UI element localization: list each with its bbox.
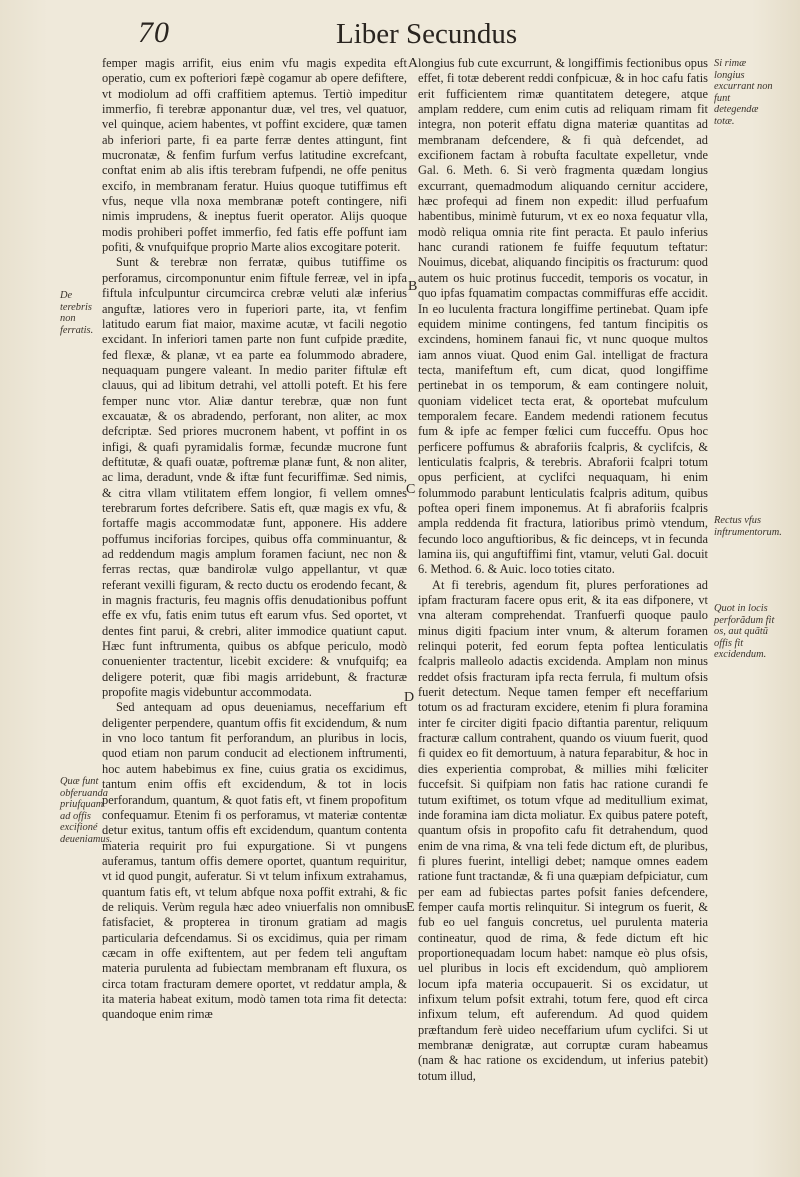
section-marker-a: A — [408, 56, 419, 71]
section-marker-b: B — [408, 279, 418, 294]
sidenote-right-quot-locis: Quot in locis perforãdum fit os, aut quãtũ offis fit excidendum. — [714, 603, 775, 661]
page-number: 70 — [138, 16, 170, 49]
sidenote-right-rimae: Si rimæ longius excurrant non funt detegendæ totæ. — [714, 58, 773, 127]
section-marker-c: C — [406, 482, 416, 497]
left-paragraph-3: Sed antequam ad opus deueniamus, neceffarium eft deligenter perpendere, quantum offis fit excidendum, & num in vno loco tantum fit perforandum, an pluribus in locis, quod etiam non parum conducit ad electionem inftrumenti, hoc autem habebimus ex fine, cuius gratia os excidimus, tantum enim offis eft excidendum, & tot in locis perforandum, quantum, & quot fatis eft, vt finem propofitum confequamur. Etenim fi os perforamus, vt materiæ contentæ detur exitus, tantum offis eft excidendum, quantum contenta materia requirit pro fui expurgatione. Si vt pungens auferamus, tantum offis demere oportet, quantum requiritur, vt id quod pungit, auferatur. Si vt telum infixum extrahamus, quantum fatis eft, vt telum abfque noxa poffit extrahi, & fic de reliquis. Verùm regula hæc adeo vniuerfalis non omnibus fatisfaciet, & propterea in tironum gratiam ad magis particularia defcendamus. Si os excidimus, quia per rimam cæcam in offe exiftentem, aut per fedem teli anguftam materia purulenta ad fubiectam membranam eft fluxura, os circa totam fracturam demere oportet, vt reddatur ampla, & ita materia habeat exitum, modò tamen tota rima fit detecta: quandoque enim rimæ — [102, 700, 407, 1022]
sidenote-right-rectus-usus: Rectus vfus inftrumentorum. — [714, 515, 782, 538]
right-text-column — [418, 56, 708, 1156]
left-paragraph-1: femper magis arrifit, eius enim vfu magis expedita eft operatio, cum ex pofteriori fæpè cogamur ab opere defiftere, vt modiolum ad offi craffitiem aptemus. Tertiò impeditur immerfio, fi terebræ apponantur duæ, vel tres, vel quatuor, vel quinque, aciem habentes, vt poffint excidere, quæ tamen ab inferiori parte, fi ea parte ferræ dentes attingunt, fint mucronatæ, & fenfim furfum verfus latitudine excrefcant, conftat enim ab alis iftis terebram fufpendi, ne offe penitus excifo, in membranam feratur. Huius quoque tutiffimus eft vfus, neque vlla noxa membranæ poteft contingere, nifi nimis imprudens, & ineptus fuerit operator. Alijs quoque modis prohiberi poffet immerfio, fed fatis effe poffunt iam pofiti, & vnufquifque proprio Marte alios excogitare poterit. — [102, 56, 407, 255]
page-header — [0, 14, 800, 54]
sidenote-left-obseruanda: Quæ funt obferuanda priufquam ad offis excifioné deueniamus. — [60, 776, 113, 845]
left-paragraph-2: Sunt & terebræ non ferratæ, quibus tutiffime os perforamus, circomponuntur enim fiftule ferreæ, vel in ipfa fiftula infculpuntur circumcirca crebræ veluti alæ inferius anguftæ, latiores vero in fuperiori parte, ita, vt fenfim latitudo earum fiat maior, maxime acutæ, vt facili negotio excidant. In inferiori tamen parte non funt cufpide prædite, fed flexæ, & planæ, vt ea parte ea folummodo abradere, nequaquam pungere valeant. In medio pariter fiftulæ eft clauus, qui ad libitum detrahi, vel attolli poteft. Et his fere femper nunc vtor. Aliæ dantur terebræ, quæ non funt excauatæ, & os abradendo, perforant, non aliter, ac mox defcriptæ. Sed priores mucronem habent, vt poffint in os infigi, & quafi pyramidalis formæ, fecundæ mucrone funt deftitutæ, & quafi ouatæ, poftremæ planæ funt, & non aliter, ac lima, deradunt, vnde & iftæ funt fecuriffimæ. Sed nimis, & citra vllam vtilitatem effem longior, fi vellem omnes terebrarum fortes defcribere. Satis eft, quæ magis ex vfu, & fortaffe magis accommodatæ funt, apponere. His addere poffumus inciforias forcipes, quibus offa comminuantur, & ad reddendum magis amplum foramen faciunt, nec non & ferras rectas, quæ bandirolæ vulgo appellantur, vt quæ referant vexilli figuram, & recto ductu os erodendo fecant, & in magnis fracturis, feu magnis offis denudationibus poffunt effe ex vfu, fatis enim tutus eft earum vfus. Sed oportet, vt dentes fint parui, & crebri, aliter immodice quatiunt caput. Hæc funt inftrumenta, quibus os abfque periculo, modò conuenienter tractentur, licebit excidere: & vnufquifq; ea deligere poterit, quæ fibi magis arridebunt, & fracturæ propofite magis videbuntur accommodata. — [102, 255, 407, 700]
running-title: Liber Secundus — [336, 18, 518, 50]
right-paragraph-1: longius fub cute excurrunt, & longiffimis fectionibus opus effet, fi totæ deberent reddi confpicuæ, & in hoc cafu fatis erit fufficientem rimæ quantitatem detegere, atque amplam reddere, cum enim cutis ad reliquam rimam fit integra, non poterit effatu digna materiæ quantitas ad membranam defcendere, & fi quà defcendet, ad excifionem factam à robufta facultate expelletur, vnde Gal. 6. Meth. 6. Si verò fragmenta quædam longius excurrant, quemadmodum aliquando cernitur accidere, hæc profequi ad finem non expedit: illud perfuafum habentibus, minimè futurum, vt ex eo noxa fequatur vlla, modò reliqua omnia rite fint peracta. Et paulo inferius hanc curandi rationem fe fuiffe fequutum teftatur: Nouimus, dicebat, aliquando fincipitis os fracturum: quod autem os huic protinus fuccedit, temporis os vocatur, in quo ipfas fquamatim compactas commiffuras effe accidit. In eo luculenta fractura longiffime pertinebat. Quam ipfe equidem minime contingens, fed tantum fincipitis os excindens, hominem fanaui fic, vt nunc quoque multos iam annos viuat. Quod enim Gal. intelligat de fractura tecta, manifeftum eft, cum dicat, quod longiffime pertinebat in os temporum, & eam contingere noluit, quoniam videlicet tecta erat, & oportebat mufculum temporalem fecare. Eandem medendi rationem fecutus fum & ipfe ac femper fœlici cum fucceffu. Opus hoc perficere poffumus & abraforiis fcalpris, & cyclifcis, & lenticulatis fcalpris, & terebris. Abraforii fcalpri totum opus perficient, at cyclifci nequaquam, hi enim folummodo parabunt lenticulatis fcalpris aditum, quibus poftea operi finem imponemus. At fi abraforiis fcalpris ampla reddenda fit fractura, latioribus primò vtendum, fecundo loco anguftioribus, & fic deinceps, vt in fecunda lamina iis, qui anguftiffimi fint, vtamur, veluti Gal. docuit 6. Method. 6. & Auic. loco toties citato. — [418, 56, 708, 577]
right-paragraph-2: At fi terebris, agendum fit, plures perforationes ad ipfam fracturam facere opus erit, & ita eas difponere, vt vna alteram comprehendat. Tranfuerfi quoque paulo minus digiti fpacium inter vnum, & alterum foramen relinqui poterit, fed eorum fepta poftea lenticulatis fcalpris malleolo adactis excidenda. Amplam non minus reddet ofsis fracturam ipfa recta ferrula, fi multum ofsis fuerit detectum. Neque tamen femper eft neceffarium totum os ad fracturam excidere, etenim fi plura foramina inter fe circiter digiti fpacio diftantia parentur, reliquum fracturæ callum contrahent, quando os viuum fuerit, quod fi quidex eo fit demortuum, à natura feparabitur, & hoc in dies experientia comprobat, & millies mihi fœliciter fuccefsit. Si quifpiam non fatis hac ratione curandi fe tutum exiftimet, os totum vfque ad meditullium eximat, inde foramina iam dicta moliatur. Ex quibus patere poteft, quantum ofsis in propofito cafu fit detrahendum, quod enim de vna rima, & vna teli fede dictum eft, de pluribus, fi plures fuerint, intelligi debet; namque omnes eadem ratione funt tractandæ, & fi una quæpiam defpiciatur, cum per eam ad fubiectas partes pofsit fanies defcendere, femper caufa mortis relinquitur. Si integrum os fuerit, & fub eo uel fanguis concretus, uel purulenta materia contineatur, quod de rima, & fede dictum eft hic proportionequadam locum habet: namque eò plus ofsis, uel pluribus in locis eft excidendum, quò ampliorem locum ipfa materia occupauerit. Si os excidatur, ut infixum telum pofsit extrahi, totum fere, quod eft circa infixum telum, eft auferendum. Ad quod quidem præftandum ferè uideo neceffarium ufum cyclifci. Si ut membranæ denigratæ, aut corruptæ curam habeamus (nam & hac ratione os excidendum, ut inferius patebit) totum illud, — [418, 577, 708, 1083]
section-marker-e: E — [406, 900, 415, 915]
left-text-column — [102, 56, 407, 1156]
section-marker-d: D — [404, 690, 415, 705]
sidenote-left-terebris: De terebris non ferratis. — [60, 290, 94, 336]
